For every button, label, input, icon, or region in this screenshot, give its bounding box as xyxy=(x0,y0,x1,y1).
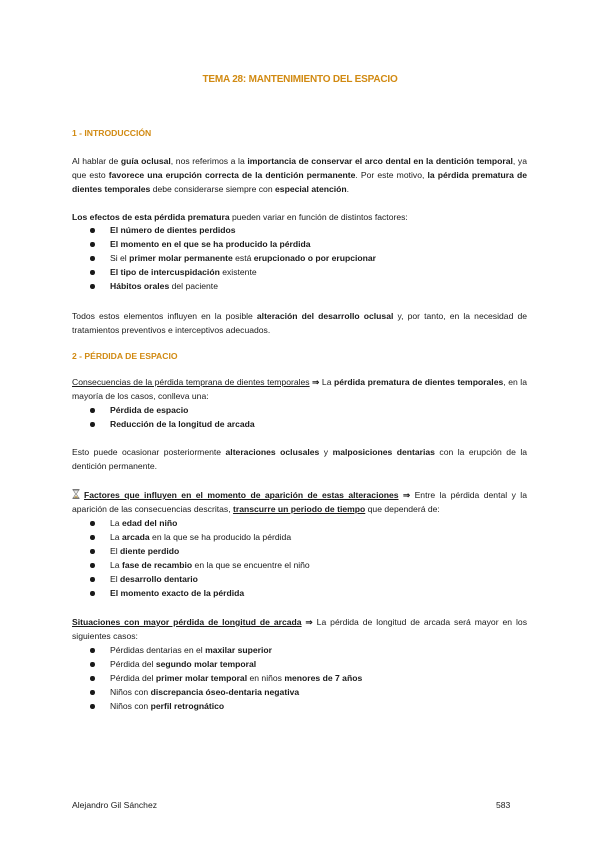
list-item: La edad del niño xyxy=(72,516,310,530)
list-item: El desarrollo dentario xyxy=(72,572,310,586)
list-item: Niños con discrepancia óseo-dentaria negativa xyxy=(72,685,362,699)
arrow-right-icon: ⇒ xyxy=(305,617,313,627)
arrow-right-icon: ⇒ xyxy=(312,377,320,387)
timing-paragraph: Factores que influyen en el momento de aparición de estas alteraciones ⇒ Entre la pérdida dental y la aparición de las consecuencias descritas, transcurre un periodo de tiempo que dependerá de: xyxy=(72,490,527,514)
list-item: El número de dientes perdidos xyxy=(72,223,376,237)
section-heading-perdida-espacio: 2 - PÉRDIDA DE ESPACIO xyxy=(72,351,178,361)
list-item: Pérdida del primer molar temporal en niños menores de 7 años xyxy=(72,671,362,685)
followup-paragraph: Esto puede ocasionar posteriormente alteraciones oclusales y malposiciones dentarias con la erupción de la dentición permanente. xyxy=(72,447,528,471)
list-item: El momento en el que se ha producido la pérdida xyxy=(72,237,376,251)
list-item: Hábitos orales del paciente xyxy=(72,279,376,293)
list-item: Pérdida de espacio xyxy=(72,403,255,417)
list-item: El momento exacto de la pérdida xyxy=(72,586,310,600)
situations-list xyxy=(72,643,362,713)
page-title: TEMA 28: MANTENIMIENTO DEL ESPACIO xyxy=(202,74,398,85)
list-item: Si el primer molar permanente está erupcionado o por erupcionar xyxy=(72,251,376,265)
list-item: La fase de recambio en la que se encuentre el niño xyxy=(72,558,310,572)
list-item: Niños con perfil retrognático xyxy=(72,699,362,713)
section-heading-introduccion: 1 - INTRODUCCIÓN xyxy=(72,128,152,138)
list-item: Pérdidas dentarias en el maxilar superior xyxy=(72,643,362,657)
list-item: Reducción de la longitud de arcada xyxy=(72,417,255,431)
footer-author: Alejandro Gil Sánchez xyxy=(72,800,158,810)
hourglass-icon xyxy=(72,489,80,499)
arrow-right-icon: ⇒ xyxy=(402,490,411,500)
list-item: La arcada en la que se ha producido la pérdida xyxy=(72,530,310,544)
list-item: El tipo de intercuspidación existente xyxy=(72,265,376,279)
footer-page-number: 583 xyxy=(496,800,511,810)
list-item: Pérdida del segundo molar temporal xyxy=(72,657,362,671)
factors-list xyxy=(72,223,376,293)
list-item: El diente perdido xyxy=(72,544,310,558)
intro-paragraph: Al hablar de guía oclusal, nos referimos a la importancia de conservar el arco dental en la dentición temporal, ya que esto favorece una erupción correcta de la dentición permanente. Por este motivo, la pérdida prematura de dientes temporales debe considerarse siempre con especial atención. xyxy=(72,156,527,194)
timing-list xyxy=(72,516,310,600)
consequences-list xyxy=(72,403,255,431)
situations-paragraph: Situaciones con mayor pérdida de longitud de arcada ⇒ La pérdida de longitud de arcada será mayor en los siguientes casos: xyxy=(72,617,527,641)
closing-paragraph: Todos estos elementos influyen en la posible alteración del desarrollo oclusal y, por tanto, en la necesidad de tratamientos preventivos e interceptivos adecuados. xyxy=(72,311,528,335)
effects-lead: Los efectos de esta pérdida prematura pueden variar en función de distintos factores: xyxy=(72,212,408,222)
consequences-paragraph: Consecuencias de la pérdida temprana de dientes temporales ⇒ La pérdida prematura de dientes temporales, en la mayoría de los casos, conlleva una: xyxy=(72,377,527,401)
